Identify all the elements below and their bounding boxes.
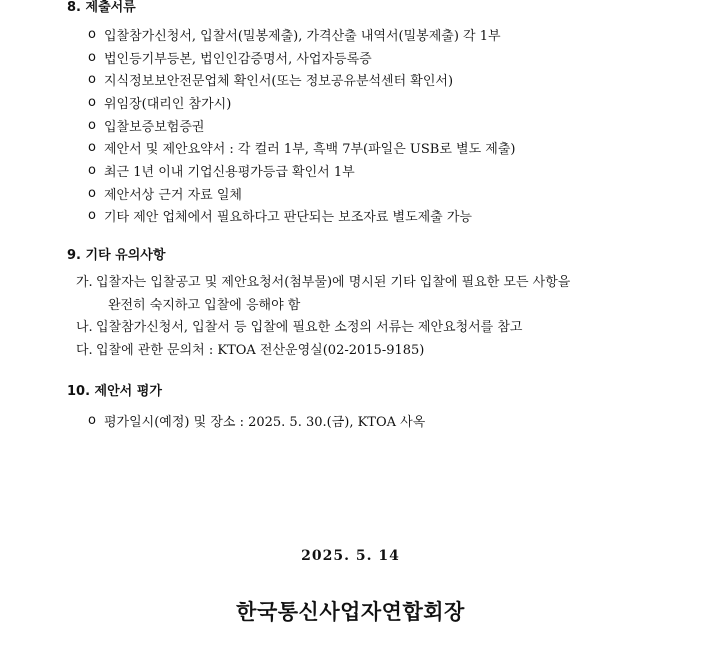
list-item — [88, 91, 515, 114]
bullet-marker: o — [88, 72, 96, 88]
list-item — [88, 182, 515, 205]
list-item — [76, 340, 676, 363]
bullet-marker: o — [88, 208, 96, 224]
note-text: 입찰에 관한 문의처 : KTOA 전산운영실(02-2015-9185) — [96, 342, 425, 358]
note-marker: 가. — [76, 275, 93, 290]
section-8-list — [88, 23, 515, 227]
note-marker: 다. — [76, 342, 93, 358]
list-item-text: 입찰참가신청서, 입찰서(밀봉제출), 가격산출 내역서(밀봉제출) 각 1부 — [104, 28, 501, 44]
list-item-text: 지식정보보안전문업체 확인서(또는 정보공유분석센터 확인서) — [104, 74, 454, 90]
section-10-list — [88, 409, 425, 432]
note-line-continued: 완전히 숙지하고 입찰에 응해야 함 — [108, 297, 301, 313]
bullet-marker: o — [88, 26, 96, 42]
list-item-text: 입찰보증보험증권 — [104, 119, 205, 135]
bullet-marker: o — [88, 94, 96, 110]
list-item — [76, 272, 676, 317]
note-line: 입찰자는 입찰공고 및 제안요청서(첨부물)에 명시된 기타 입찰에 필요한 모든 사항을 — [96, 275, 571, 290]
section-9-heading: 9. 기타 유의사항 — [67, 248, 166, 263]
list-item — [88, 114, 515, 137]
bullet-marker: o — [88, 49, 96, 65]
list-item-text: 평가일시(예정) 및 장소 : 2025. 5. 30.(금), KTOA 사옥 — [104, 414, 426, 430]
document-date: 2025. 5. 14 — [301, 548, 400, 564]
list-item-text: 법인등기부등본, 법인인감증명서, 사업자등록증 — [104, 51, 372, 67]
list-item — [88, 46, 515, 69]
list-item-text: 제안서상 근거 자료 일체 — [104, 187, 242, 203]
list-item — [76, 317, 676, 340]
bullet-marker: o — [88, 162, 96, 178]
note-text — [96, 272, 570, 317]
section-9-list — [76, 272, 676, 362]
list-item-text: 위임장(대리인 참가시) — [104, 96, 232, 112]
list-item-text: 제안서 및 제안요약서 : 각 컬러 1부, 흑백 7부(파일은 USB로 별도 제출) — [104, 142, 516, 158]
organization-signature: 한국통신사업자연합회장 — [236, 599, 465, 624]
section-8-heading: 8. 제출서류 — [67, 0, 136, 15]
bullet-marker: o — [88, 117, 96, 133]
list-item — [88, 136, 515, 159]
note-marker: 나. — [76, 320, 93, 335]
bullet-marker: o — [88, 412, 96, 428]
bullet-marker: o — [88, 185, 96, 201]
list-item — [88, 159, 515, 182]
list-item — [88, 205, 515, 228]
list-item-text: 기타 제안 업체에서 필요하다고 판단되는 보조자료 별도제출 가능 — [104, 210, 472, 226]
list-item — [88, 409, 425, 432]
list-item — [88, 23, 515, 46]
note-text: 입찰참가신청서, 입찰서 등 입찰에 필요한 소정의 서류는 제안요청서를 참고 — [96, 320, 523, 335]
list-item — [88, 68, 515, 91]
bullet-marker: o — [88, 140, 96, 156]
section-10-heading: 10. 제안서 평가 — [67, 384, 162, 399]
list-item-text: 최근 1년 이내 기업신용평가등급 확인서 1부 — [104, 164, 355, 180]
